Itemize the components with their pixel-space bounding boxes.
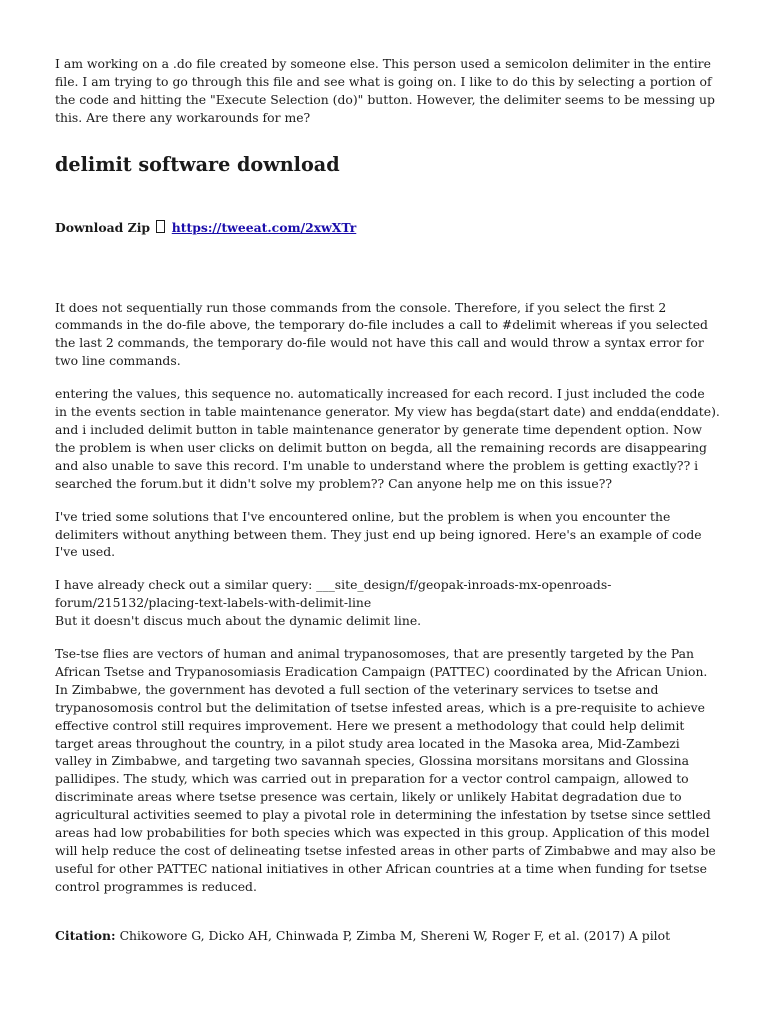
download-line (55, 219, 720, 237)
body-paragraph-2: entering the values, this sequence no. automatically increased for each record. I just included the code in the events section in table maintenance generator. My view has begda(start date) and endda(enddate). and i included delimit button in table maintenance generator by generate time dependent option. Now the problem is when user clicks on delimit button on begda, all the remaining records are disappearing and also unable to save this record. I'm unable to understand where the problem is getting exactly?? i searched the forum.but it didn't solve my problem?? Can anyone help me on this issue?? (55, 386, 720, 491)
citation-label: Citation: (55, 927, 116, 943)
abstract-paragraph: Tse-tse flies are vectors of human and animal trypanosomoses, that are presently targeted by the Pan African Tsetse and Trypanosomiasis Eradication Campaign (PATTEC) coordinated by the African Union. In Zimbabwe, the government has devoted a full section of the veterinary services to tsetse and trypanosomosis control but the delimitation of tsetse infested areas, which is a pre-requisite to achieve effective control still requires improvement. Here we present a methodology that could help delimit target areas throughout the country, in a pilot study area located in the Masoka area, Mid-Zambezi valley in Zimbabwe, and targeting two savannah species, Glossina morsitans morsitans and Glossina pallidipes. The study, which was carried out in preparation for a vector control campaign, allowed to discriminate areas where tsetse presence was certain, likely or unlikely Habitat degradation due to agricultural activities seemed to play a pivotal role in determining the infestation by tsetse since settled areas had low probabilities for both species which was expected in this group. Application of this model will help reduce the cost of delineating tsetse infested areas in other parts of Zimbabwe and may also be useful for other PATTEC national initiatives in other African countries at a time when funding for tsetse control programmes is reduced. (55, 646, 716, 894)
query-line-2: But it doesn't discus much about the dynamic delimit line. (55, 613, 422, 629)
citation-text: Chikowore G, Dicko AH, Chinwada P, Zimba M, Shereni W, Roger F, et al. (2017) A pilot (119, 927, 671, 943)
query-block (55, 576, 720, 630)
document-page (55, 55, 720, 945)
body-paragraph-1: It does not sequentially run those commands from the console. Therefore, if you select the first 2 commands in the do-file above, the temporary do-file includes a call to #delimit whereas if you selected the last 2 commands, the temporary do-file would not have this call and would throw a syntax error for two line commands. (55, 299, 708, 369)
query-line-1: I have already check out a similar query: ___site_design/f/geopak-inroads-mx-openroads-forum/215132/placing-text-labels-with-delimit-line (55, 577, 612, 611)
citation-line (55, 927, 720, 945)
download-link[interactable]: https://tweeat.com/2xwXTr (171, 219, 357, 235)
intro-paragraph: I am working on a .do file created by someone else. This person used a semicolon delimiter in the entire file. I am trying to go through this file and see what is going on. I like to do this by selecting a portion of the code and hitting the "Execute Selection (do)" button. However, the delimiter seems to be messing up this. Are there any workarounds for me? (55, 56, 715, 125)
download-label: Download Zip (55, 219, 151, 235)
page-title: delimit software download (55, 152, 340, 176)
arrow-box-icon (156, 220, 165, 233)
body-paragraph-3: I've tried some solutions that I've encountered online, but the problem is when you encounter the delimiters without anything between them. They just end up being ignored. Here's an example of code I've used. (55, 508, 702, 560)
